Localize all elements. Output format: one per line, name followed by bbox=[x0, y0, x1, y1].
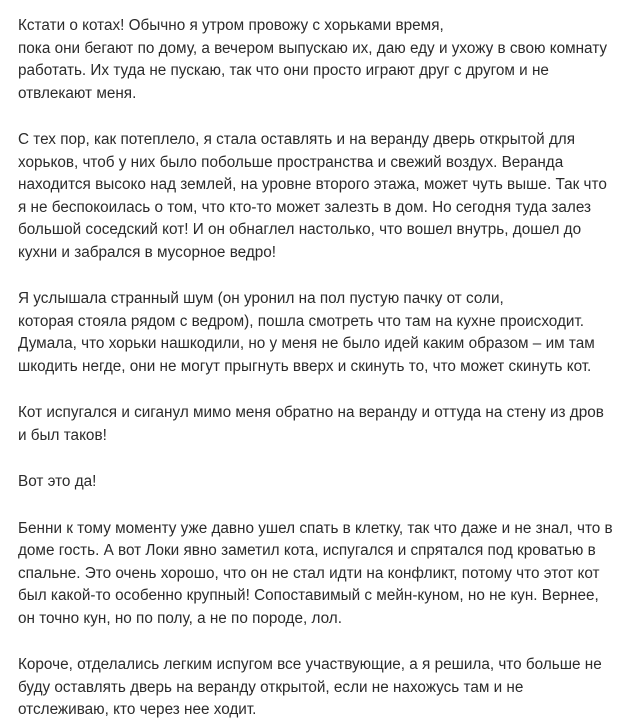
text-line: доме гость. А вот Локи явно заметил кота, испугался и спрятался под кроватью в bbox=[18, 542, 596, 559]
text-line: Кот испугался и сиганул мимо меня обратно на веранду и оттуда на стену из дров bbox=[18, 404, 604, 421]
paragraph-6 bbox=[18, 518, 623, 631]
text-line: находится высоко над землей, на уровне второго этажа, может чуть выше. Так что bbox=[18, 176, 607, 193]
text-line: Вот это да! bbox=[18, 473, 97, 490]
text-line: Кстати о котах! Обычно я утром провожу с хорьками время, bbox=[18, 17, 444, 34]
text-line: Думала, что хорьки нашкодили, но у меня не было идей каким образом – им там bbox=[18, 335, 595, 352]
text-line: Я услышала странный шум (он уронил на пол пустую пачку от соли, bbox=[18, 290, 504, 307]
paragraph-3 bbox=[18, 288, 623, 378]
text-line: хорьков, чтоб у них было побольше пространства и свежий воздух. Веранда bbox=[18, 153, 564, 171]
text-line: я не беспокоилась о том, что кто-то может залезть в дом. Но сегодня туда залез bbox=[18, 198, 591, 216]
text-line: которая стояла рядом с ведром), пошла смотреть что там на кухне происходит. bbox=[18, 312, 585, 330]
paragraph-4 bbox=[18, 402, 623, 447]
text-line: отвлекают меня. bbox=[18, 84, 137, 102]
text-line: был какой-то особенно крупный! Сопоставимый с мейн-куном, но не кун. Вернее, bbox=[18, 587, 599, 604]
text-line: Короче, отделались легким испугом все участвующие, а я решила, что больше не bbox=[18, 656, 602, 673]
text-line: спальне. Это очень хорошо, что он не стал идти на конфликт, потому что этот кот bbox=[18, 564, 600, 582]
paragraph-1 bbox=[18, 15, 623, 105]
paragraph-7 bbox=[18, 654, 623, 722]
paragraph-2 bbox=[18, 129, 623, 264]
text-line: С тех пор, как потеплело, я стала оставлять и на веранду дверь открытой для bbox=[18, 131, 576, 148]
text-line: кухни и забрался в мусорное ведро! bbox=[18, 243, 277, 261]
text-line: буду оставлять дверь на веранду открытой, если не нахожусь там и не bbox=[18, 678, 524, 696]
text-line: работать. Их туда не пускаю, так что они просто играют друг с другом и не bbox=[18, 62, 549, 79]
text-line: пока они бегают по дому, а вечером выпускаю их, даю еду и ухожу в свою комнату bbox=[18, 39, 608, 57]
text-line: шкодить негде, они не могут прыгнуть вверх и скинуть то, что может скинуть кот. bbox=[18, 357, 592, 375]
text-line: отслеживаю, кто через нее ходит. bbox=[18, 701, 257, 718]
text-line: он точно кун, но по полу, а не по породе, лол. bbox=[18, 609, 342, 627]
text-line: Бенни к тому моменту уже давно ушел спать в клетку, так что даже и не знал, что в bbox=[18, 519, 613, 537]
text-line: большой соседский кот! И он обнаглел настолько, что вошел внутрь, дошел до bbox=[18, 221, 582, 238]
text-line: и был таков! bbox=[18, 426, 107, 444]
paragraph-5 bbox=[18, 471, 623, 494]
